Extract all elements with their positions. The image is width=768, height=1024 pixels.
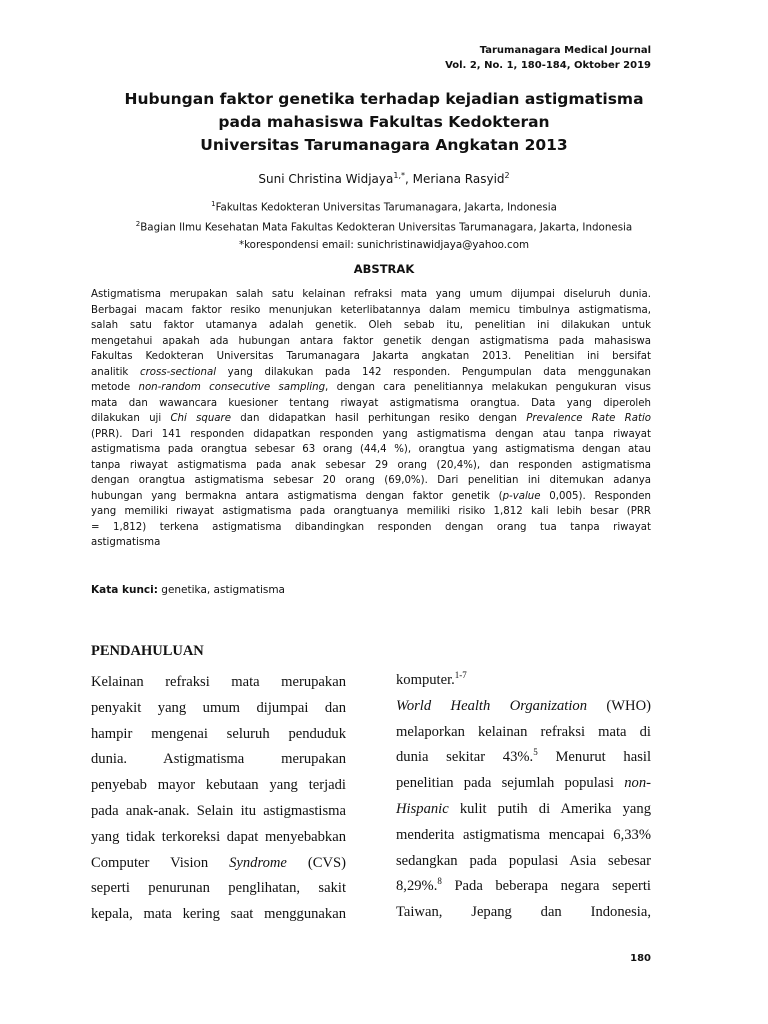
abstract-line (91, 489, 651, 505)
abstract-line: Berbagai macam faktor resiko menunjukan keterlibatannya dalam memicu timbulnya astigmatisma, (91, 304, 651, 316)
keywords-label: Kata kunci: (91, 584, 158, 596)
journal-header (445, 43, 651, 73)
body-line: penyakit yang umum dijumpai dan (91, 699, 346, 716)
abstract-line: Fakultas Kedokteran Universitas Tarumanagara Jakarta angkatan 2013. Penelitian ini bersifat (91, 351, 651, 362)
italic-term: Prevalence Rate Ratio (526, 413, 652, 424)
italic-term: Chi square (170, 413, 232, 424)
abstract-line (91, 380, 651, 396)
citation-marker: 1-7 (454, 670, 467, 681)
italic-term: non- (624, 775, 651, 792)
abstract-line: Astigmatisma merupakan salah satu kelainan refraksi mata yang umum dijumpai diseluruh dunia. (91, 289, 651, 300)
author-separator: , (405, 172, 413, 186)
affiliation-text: Bagian Ilmu Kesehatan Mata Fakultas Kedokteran Universitas Tarumanagara, Jakarta, Indonesia (140, 221, 633, 234)
affiliation-text: Fakultas Kedokteran Universitas Tarumanagara, Jakarta, Indonesia (215, 201, 557, 214)
body-line (396, 797, 651, 823)
left-column (91, 670, 346, 928)
text-run: (WHO) (587, 697, 651, 714)
text-run: metode (91, 382, 139, 393)
right-column (396, 668, 651, 926)
body-line: kepala, mata kering saat menggunakan (91, 906, 346, 923)
body-line (396, 874, 651, 900)
abstract-line: yang memiliki riwayat astigmatisma pada orangtuanya memiliki risiko 1,812 kali lebih besar (PRR (91, 506, 651, 517)
text-run: hubungan yang bermakna antara astigmatisma dengan faktor genetik ( (91, 490, 503, 502)
text-run: yang dilakukan pada 142 responden. Pengumpulan data menggunakan (216, 366, 651, 378)
affiliations (60, 196, 708, 254)
text-run: 8,29%. (396, 878, 438, 895)
paper-title (60, 88, 708, 157)
text-run: Computer Vision (91, 854, 230, 871)
italic-term: non-random consecutive sampling (138, 382, 326, 393)
body-line (396, 668, 651, 694)
text-run: dilakukan uji (91, 413, 171, 424)
abstract-line (91, 365, 651, 381)
body-line (396, 694, 651, 720)
author-affiliation-marker: 2 (504, 171, 510, 180)
author-list (60, 171, 708, 186)
correspondence-email: *korespondensi email: sunichristinawidjaya@yahoo.com (238, 238, 530, 251)
abstract-line: mengetahui apakah ada hubungan antara faktor genetik dengan astigmatisma pada mahasiswa (91, 335, 651, 347)
abstract-line: astigmatisma pada orangtua sebesar 63 orang (44,4 %), orangtua yang astigmatisma dengan atau (91, 444, 651, 455)
abstract-line: = 1,812) terkena astigmatisma dibandingkan responden dengan orang tua tanpa riwayat (91, 521, 651, 533)
text-run: penelitian pada sejumlah populasi (396, 775, 625, 792)
abstract-line: salah satu faktor utamanya adalah genetik. Oleh sebab itu, penelitian ini dilakukan untuk (91, 320, 651, 331)
italic-term: Syndrome (229, 854, 287, 871)
section-heading: PENDAHULUAN (91, 643, 204, 659)
title-line: pada mahasiswa Fakultas Kedokteran (218, 113, 550, 131)
text-run: kulit putih di Amerika yang (448, 800, 651, 817)
body-line (396, 771, 651, 797)
body-line: Taiwan, Jepang dan Indonesia, (396, 904, 651, 921)
affiliation-marker: 2 (135, 220, 141, 229)
body-line: hampir mengenai seluruh penduduk (91, 725, 346, 742)
page-number: 180 (630, 953, 651, 964)
affiliation-2 (60, 216, 708, 236)
body-line: menderita astigmatisma mencapai 6,33% (396, 826, 651, 843)
italic-term: World Health Organization (396, 697, 587, 714)
text-run: (CVS) (286, 854, 346, 871)
body-line: pada anak-anak. Selain itu astigmastisma (91, 802, 346, 819)
body-line: seperti penurunan penglihatan, sakit (91, 880, 346, 897)
abstract-line: (PRR). Dari 141 responden didapatkan responden yang astigmatisma dengan atau tanpa riwayat (91, 428, 651, 440)
body-line: Kelainan refraksi mata merupakan (91, 674, 346, 690)
affiliation-marker: 1 (211, 200, 216, 208)
keywords-text: genetika, astigmatisma (157, 584, 285, 596)
journal-issue: Vol. 2, No. 1, 180-184, Oktober 2019 (445, 60, 651, 71)
title-line: Universitas Tarumanagara Angkatan 2013 (200, 136, 568, 154)
journal-name: Tarumanagara Medical Journal (479, 45, 651, 56)
keywords (91, 584, 285, 596)
citation-marker: 8 (437, 876, 442, 887)
body-line: yang tidak terkoreksi dapat menyebabkan (91, 828, 346, 845)
body-line: melaporkan kelainan refraksi mata di (396, 723, 651, 740)
author-affiliation-marker: 1,* (393, 171, 406, 180)
body-line: penyebab mayor kebutaan yang terjadi (91, 777, 346, 794)
abstract-line (91, 411, 651, 427)
body-line: sedangkan pada populasi Asia sebesar (396, 852, 651, 869)
text-run: 0,005). Responden (540, 490, 651, 502)
abstract-line: dengan orangtua astigmatisma sebesar 20 orang (69,0%). Dari penelitian ini ditemukan adanya (91, 475, 651, 486)
italic-term: p-value (502, 490, 541, 502)
author-name: Suni Christina Widjaya (258, 172, 394, 186)
text-run: komputer. (396, 672, 455, 688)
abstract-heading: ABSTRAK (353, 262, 415, 276)
body-line (396, 745, 651, 771)
citation-marker: 5 (533, 747, 538, 758)
text-run: Menurut hasil (537, 749, 651, 766)
body-line: dunia. Astigmatisma merupakan (91, 751, 346, 768)
italic-term: Hispanic (396, 800, 449, 817)
text-run: analitik (91, 366, 140, 378)
text-run: dunia sekitar 43%. (396, 749, 534, 766)
abstract-line: tanpa riwayat astigmatisma pada anak sebesar 29 orang (20,4%), dan responden astigmatisma (91, 459, 651, 471)
abstract-line: astigmatisma (91, 537, 161, 548)
text-run: , dengan cara penelitiannya melakukan pengukuran visus (325, 382, 651, 393)
body-line (91, 851, 346, 877)
title-line: Hubungan faktor genetika terhadap kejadian astigmatisma (124, 90, 644, 108)
italic-term: cross-sectional (139, 366, 217, 378)
text-run: Pada beberapa negara seperti (441, 878, 651, 895)
affiliation-1 (60, 196, 708, 216)
abstract-line: mata dan wawancara kuesioner tentang riwayat astigmatisma orangtua. Data yang diperoleh (91, 397, 651, 409)
abstract-body (91, 287, 651, 551)
text-run: dan didapatkan hasil perhitungan resiko dengan (231, 413, 527, 424)
author-name: Meriana Rasyid (412, 172, 505, 186)
